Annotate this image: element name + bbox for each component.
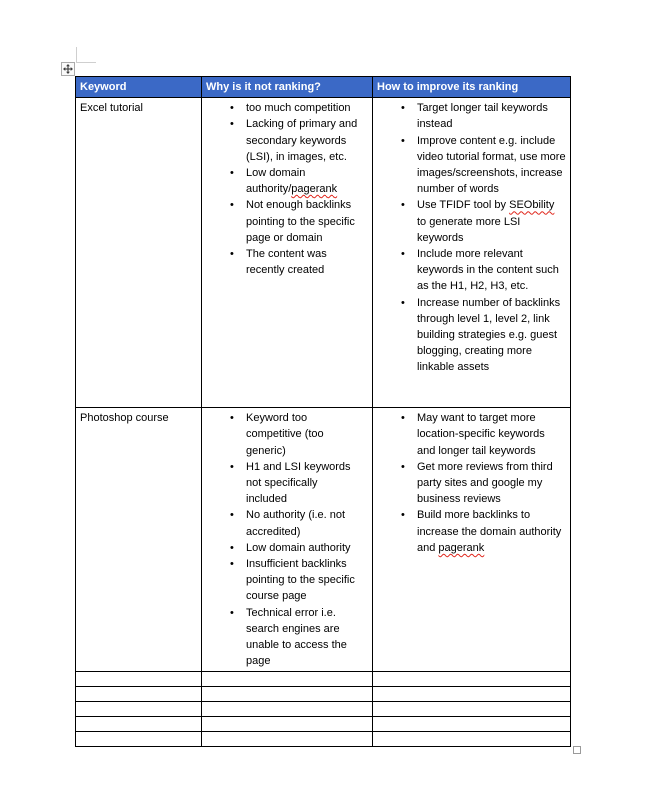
bullet-list: [377, 100, 566, 375]
table-row: [76, 98, 571, 408]
empty-cell[interactable]: [373, 717, 571, 732]
table-resize-handle[interactable]: [573, 746, 581, 754]
text-boundary-mark-horizontal: [76, 62, 96, 63]
empty-cell[interactable]: [76, 672, 202, 687]
improvements-cell[interactable]: [373, 408, 571, 672]
reason-item[interactable]: • Keyword too competitive (too generic): [246, 410, 358, 459]
reason-item[interactable]: • Not enough backlinks pointing to the specific page or domain: [246, 197, 358, 246]
empty-cell[interactable]: [76, 732, 202, 747]
misspelled-word[interactable]: pagerank: [291, 183, 338, 196]
text-boundary-mark-vertical: [76, 47, 77, 62]
improvement-item[interactable]: • Target longer tail keywords instead: [417, 100, 566, 132]
improvement-item[interactable]: • Increase number of backlinks through level 1, level 2, link building strategies e.g. guest blogging, creating more linkable assets: [417, 295, 566, 376]
empty-cell[interactable]: [76, 687, 202, 702]
misspelled-word[interactable]: SEObility: [509, 199, 555, 212]
empty-table-row: [76, 672, 571, 687]
header-cell-why-not-ranking[interactable]: Why is it not ranking?: [202, 77, 373, 98]
improvement-item[interactable]: • Include more relevant keywords in the content such as the H1, H2, H3, etc.: [417, 246, 566, 295]
reason-item[interactable]: • Lacking of primary and secondary keywords (LSI), in images, etc.: [246, 116, 358, 165]
keyword-ranking-table: [75, 76, 571, 747]
empty-cell[interactable]: [76, 717, 202, 732]
reason-item[interactable]: • No authority (i.e. not accredited): [246, 507, 358, 539]
improvement-item[interactable]: • Use TFIDF tool by SEObility to generate more LSI keywords: [417, 197, 566, 246]
keyword-cell[interactable]: [76, 408, 202, 672]
reason-item[interactable]: • H1 and LSI keywords not specifically included: [246, 459, 358, 508]
empty-cell[interactable]: [373, 732, 571, 747]
reason-item[interactable]: • Low domain authority/⁠pagerank: [246, 165, 358, 197]
reason-item[interactable]: • The content was recently created: [246, 246, 358, 278]
bullet-list: [206, 410, 358, 669]
header-cell-keyword[interactable]: Keyword: [76, 77, 202, 98]
empty-cell[interactable]: [76, 702, 202, 717]
empty-cell[interactable]: [202, 687, 373, 702]
table-header-row: [76, 77, 571, 98]
empty-cell[interactable]: [202, 702, 373, 717]
empty-cell[interactable]: [373, 687, 571, 702]
improvement-item[interactable]: • Build more backlinks to increase the domain authority and pagerank: [417, 507, 566, 556]
reasons-cell[interactable]: [202, 98, 373, 408]
improvement-item[interactable]: • May want to target more location-specific keywords and longer tail keywords: [417, 410, 566, 459]
keyword-cell[interactable]: [76, 98, 202, 408]
empty-cell[interactable]: [202, 717, 373, 732]
empty-cell[interactable]: [373, 672, 571, 687]
keyword-text[interactable]: Photoshop course: [80, 412, 169, 425]
reason-item[interactable]: • Low domain authority: [246, 540, 358, 556]
improvements-cell[interactable]: [373, 98, 571, 408]
empty-cell[interactable]: [202, 672, 373, 687]
table-move-handle[interactable]: [61, 62, 75, 76]
table-body: [76, 98, 571, 747]
table-row: [76, 408, 571, 672]
bullet-list: [206, 100, 358, 278]
empty-table-row: [76, 717, 571, 732]
header-cell-how-to-improve[interactable]: How to improve its ranking: [373, 77, 571, 98]
reason-item[interactable]: • too much competition: [246, 100, 358, 116]
reasons-cell[interactable]: [202, 408, 373, 672]
reason-item[interactable]: • Insufficient backlinks pointing to the specific course page: [246, 556, 358, 605]
move-icon: [63, 64, 73, 74]
bullet-list: [377, 410, 566, 556]
improvement-item[interactable]: • Get more reviews from third party sites and google my business reviews: [417, 459, 566, 508]
misspelled-word[interactable]: pagerank: [438, 541, 485, 554]
empty-table-row: [76, 732, 571, 747]
empty-cell[interactable]: [202, 732, 373, 747]
reason-item[interactable]: • Technical error i.e. search engines are unable to access the page: [246, 605, 358, 670]
empty-table-row: [76, 702, 571, 717]
keyword-text[interactable]: Excel tutorial: [80, 102, 143, 115]
empty-cell[interactable]: [373, 702, 571, 717]
empty-table-row: [76, 687, 571, 702]
improvement-item[interactable]: • Improve content e.g. include video tutorial format, use more images/⁠screenshots, increase number of words: [417, 133, 566, 198]
